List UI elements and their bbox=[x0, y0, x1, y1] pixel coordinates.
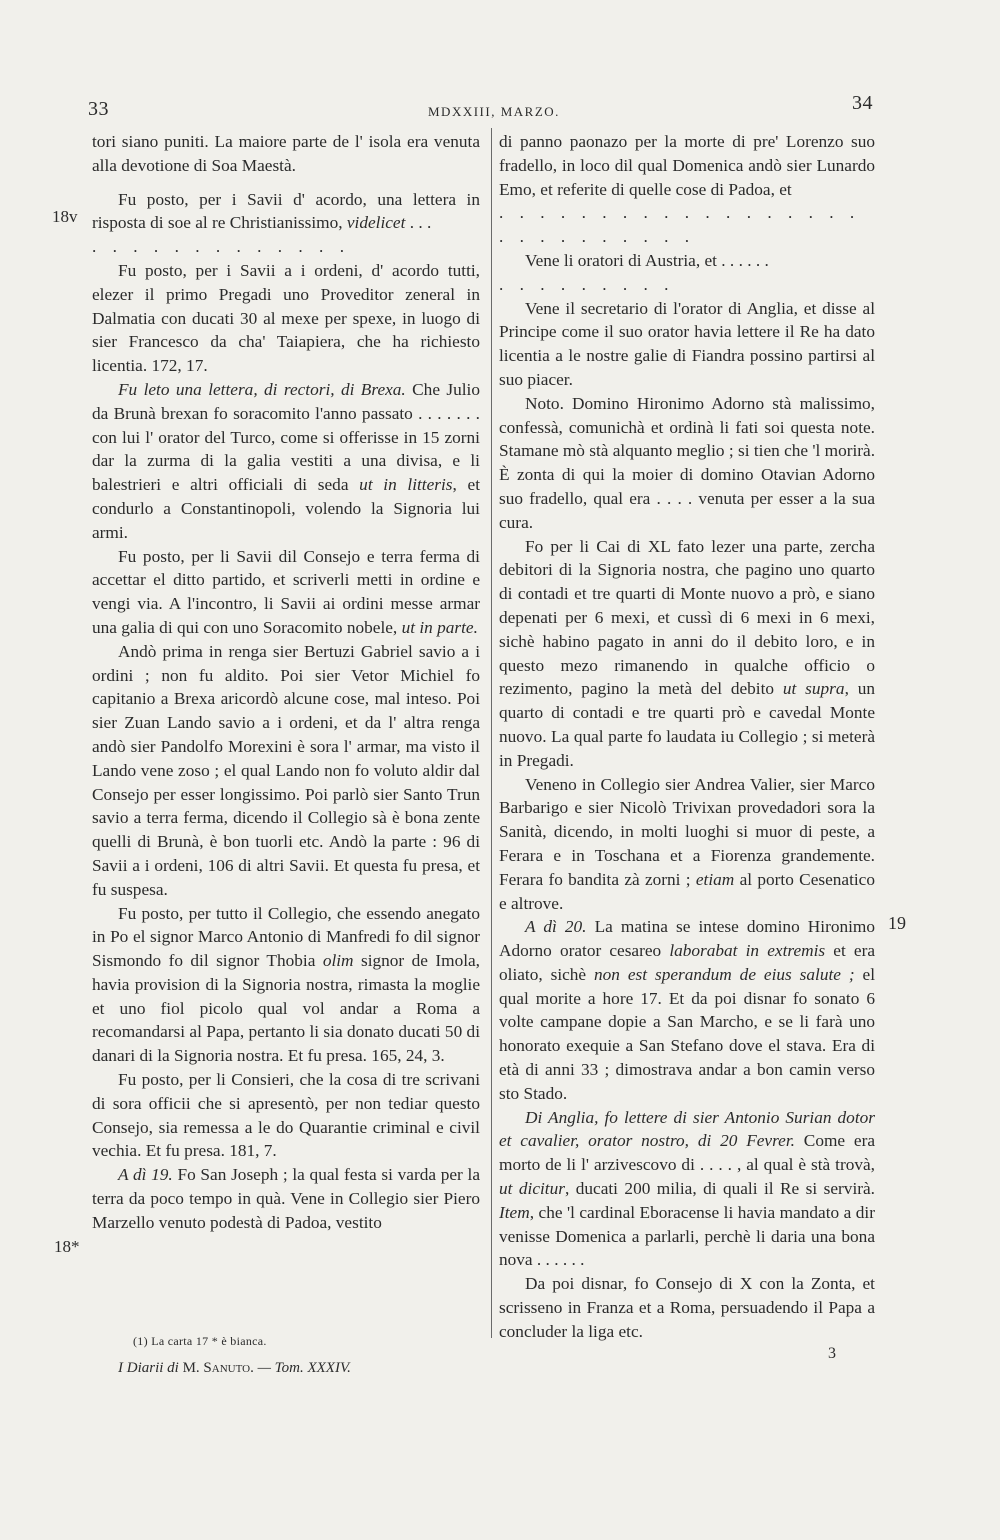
text: Come era morto de li l' arzivescovo di . . . . , al qual è stà trovà, bbox=[499, 1131, 875, 1175]
italic-text: ut in litteris bbox=[359, 475, 453, 495]
text: , ducati 200 milia, di quali il Re si servirà. bbox=[564, 1179, 875, 1199]
paragraph bbox=[92, 902, 480, 1069]
italic-text: ut supra bbox=[782, 679, 845, 699]
text: — Tom. XXXIV. bbox=[253, 1360, 351, 1376]
italic-text: non est sperandum de eius salute ; bbox=[594, 964, 855, 984]
text: Veneno in Collegio sier Andrea Valier, sier Marco Barbarigo e sier Nicolò Trivixan provedadori sora la Sanità, dicendo, in molti luoghi si muor di peste, a Ferara e in Toschana et a Fiorenza grandemente. Ferara fo bandita zà zorni ; bbox=[499, 774, 875, 889]
text: . . . bbox=[405, 213, 432, 233]
italic-text: ut dicitur bbox=[499, 1179, 565, 1199]
text: al porto Cesenatico e altrove. bbox=[499, 869, 875, 913]
running-head: MDXXIII, MARZO. bbox=[428, 104, 560, 119]
paragraph bbox=[499, 535, 875, 773]
text: , et condurlo a Constantinopoli, volendo la Signoria lui armi. bbox=[92, 475, 480, 542]
paragraph: Fu posto, per li Consieri, che la cosa di tre scrivani di sora officii che si apresentò, per non tediar questo Consejo, sia remessa a le do Quarantie criminal e civil vechia. Et fu presa. 181, 7. bbox=[92, 1070, 480, 1161]
text: I Diarii di bbox=[118, 1360, 183, 1376]
text: Fo per li Cai di XL fato lezer una parte, zercha debitori di la Signoria nostra, che pagino uno quarto di contadi et tre quarti di Monte nuovo a prò, e siano depenati per 6 mexi, et cussì di 6 mexi in 6 mexi, sichè habino pagato in anni do il debito loro, e in questo mezo rimanendo in qualche officio o rezimento, pagino la metà del debito bbox=[499, 536, 875, 699]
text: Fo San Joseph ; la qual festa si varda per la terra da poco tempo in quà. Vene in Collegio sier Piero Marzello venuto podestà di Padoa, vestito bbox=[92, 1165, 480, 1232]
margin-note-18v: 18v bbox=[52, 207, 78, 226]
italic-text: A dì 19. bbox=[118, 1165, 173, 1185]
paragraph: Vene il secretario di l'orator di Anglia, et disse al Principe come il suo orator havia lettere il Re ha dato licentia a le nostre galie di Fiandra possino partirsi al suo piacer. bbox=[499, 298, 875, 389]
page-number-left: 33 bbox=[88, 98, 109, 120]
text: , un quarto di contadi e tre quarti prò e cavedal Monte nuovo. La qual parte fo laudata iu Collegio ; si meterà in Pregadi. bbox=[499, 679, 876, 770]
author-name: M. Sanuto. bbox=[182, 1360, 254, 1376]
margin-note-19: 19 bbox=[888, 913, 906, 933]
ellipsis-line: . . . . . . . . . bbox=[499, 274, 675, 294]
paragraph bbox=[92, 1163, 480, 1234]
page-number-right: 34 bbox=[852, 92, 873, 114]
paragraph bbox=[92, 188, 480, 236]
paragraph: Andò prima in renga sier Bertuzi Gabriel savio a i ordini ; non fu aldito. Poi sier Vetor Michiel fo capitanio a Brexa aricordò alcune cose, mal inteso. Poi sier Zuan Lando savio a i ordeni, et da l' altra renga andò sier Pandolfo Morexini è sora l' armar, ma visto il Lando vene zoso ; el qual Lando non fo voluto aldir dal Consejo per esser longissimo. Poi parlò sier Santo Trun savio a terra ferma, dicendo il Collegio sà è bona zente quelli di Brunà, è bon tuorli etc. Andò la parte : 96 di Savii a i ordeni, 106 di altri Savii. Et questa fu presa, et fu suspesa. bbox=[92, 641, 480, 899]
signature-mark: 3 bbox=[828, 1345, 836, 1362]
italic-text: Di Anglia, fo lettere di sier Antonio Surian dotor et cavalier, orator nostro, di 20 Fevrer. bbox=[499, 1107, 875, 1151]
paragraph: Da poi disnar, fo Consejo di X con la Zonta, et scrisseno in Franza et a Roma, persuadendo il Papa a concluder la liga etc. bbox=[499, 1274, 875, 1341]
paragraph bbox=[92, 378, 480, 545]
text: signor de Imola, havia provision di la Signoria nostra, rimasta la moglie et uno fiol picolo qual vol andar a Roma a recomandarsi al Papa, pertanto li sia donato ducati 50 di danari di la Signoria nostra. Et fu presa. 165, 24, 3. bbox=[92, 951, 480, 1066]
ellipsis-line: . . . . . . . . . . . . . bbox=[92, 237, 351, 257]
text: La matina se intese domino Hironimo Adorno orator cesareo bbox=[499, 917, 875, 961]
column-divider bbox=[491, 128, 492, 1338]
text: Fu posto, per i Savii d' acordo, una lettera in risposta di soe al re Christianissimo, bbox=[92, 189, 480, 233]
paragraph: di panno paonazo per la morte di pre' Lorenzo suo fradello, in loco dil qual Domenica andò sier Lunardo Emo, et referite di quelle cose di Padoa, et bbox=[499, 132, 875, 199]
text: Che Julio da Brunà brexan fo soracomito l'anno passato . . . . . . . con lui l' orator del Turco, come si offerisse in 15 zorni dar la zurma di la galia vestiti a una divisa, e li balestrieri e altri officiali di seda bbox=[92, 379, 480, 495]
text: el qual morite a hore 17. Et da poi disnar fo sonato 6 volte campane dopie a San Marcho, e se li farà uno honorato exequie a San Stefano dove el stava. Era di età di anni 33 ; dimostrava andar a bon camin verso sto Stado. bbox=[499, 964, 875, 1103]
italic-text: A dì 20. bbox=[525, 917, 587, 937]
paragraph bbox=[92, 545, 480, 640]
ellipsis-line: . . . . . . . . . . . . . . . . . . bbox=[499, 203, 861, 223]
left-column bbox=[92, 130, 480, 1235]
paragraph: tori siano puniti. La maiore parte de l' isola era venuta alla devotione di Soa Maestà. bbox=[92, 132, 480, 175]
paragraph: Noto. Domino Hironimo Adorno stà malissimo, confessà, comunichà et ordinà li fati soi questa note. Stamane mò stà alquanto meglio ; si tien che 'l morirà. È zonta di qui la moier di domino Otavian Adorno suo fradello, qual era . . . . venuta per esser a la sua cura. bbox=[499, 393, 876, 532]
footnote: (1) La carta 17 * è bianca. bbox=[133, 1334, 267, 1348]
italic-text: Fu leto una lettera, di rectori, di Brexa. bbox=[118, 379, 406, 399]
italic-text: laborabat in extremis bbox=[669, 941, 826, 961]
text: Fu posto, per li Savii dil Consejo e terra ferma di accettar el ditto partido, et scriverli metti in ordine e vengi via. A l'incontro, li Savii ai ordini messe armar una galia di qui con uno Soracomito nobele, bbox=[92, 546, 480, 637]
paragraph: Vene li oratori di Austria, et . . . . . . bbox=[525, 250, 769, 270]
text: , che 'l cardinal Eboracense li havia mandato a dir venisse Domenica a parlarli, perchè li daria una bona nova . . . . . . bbox=[499, 1202, 875, 1270]
italic-text: ut in parte. bbox=[401, 617, 478, 637]
text: Fu posto, per tutto il Collegio, che essendo anegato in Po el signor Marco Antonio di Manfredi fo dil signor Sismondo fo dil signor Thobia bbox=[92, 903, 480, 971]
italic-text: Item bbox=[499, 1202, 530, 1222]
paragraph bbox=[499, 915, 875, 1105]
margin-note-18a: 18* bbox=[54, 1237, 80, 1256]
italic-text: olim bbox=[322, 951, 354, 971]
italic-text: etiam bbox=[695, 869, 735, 889]
paragraph bbox=[499, 1106, 875, 1273]
paragraph: Fu posto, per i Savii a i ordeni, d' acordo tutti, elezer il primo Pregadi uno Proveditor zeneral in Dalmatia con ducati 30 al mexe per spexe, in luogo di sier Francesco da cha' Taiapiera, che ha richiesto licentia. 172, 17. bbox=[92, 260, 480, 376]
paragraph bbox=[499, 773, 875, 916]
italic-text: videlicet bbox=[346, 213, 406, 233]
ellipsis-line: . . . . . . . . . . bbox=[499, 227, 696, 247]
right-column bbox=[499, 130, 875, 1344]
book-title-footer bbox=[118, 1360, 351, 1377]
text: et era oliato, sichè bbox=[499, 941, 875, 984]
